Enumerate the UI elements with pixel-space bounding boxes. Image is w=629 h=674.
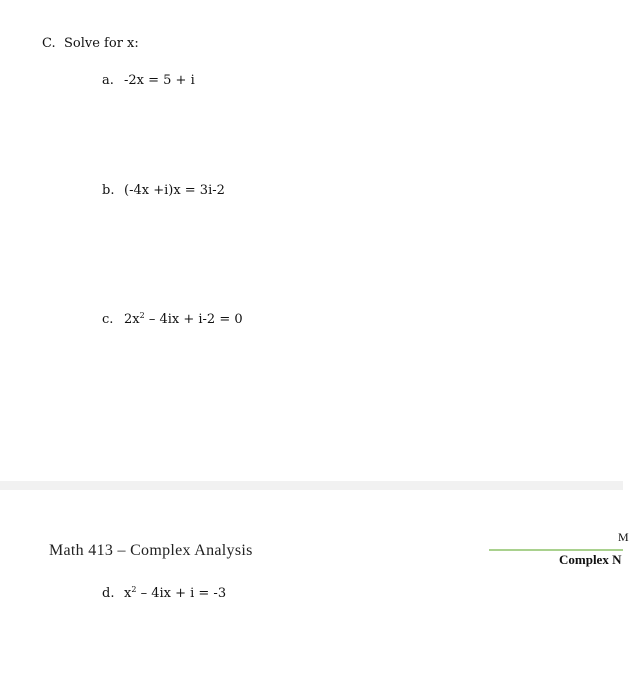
problem-equation: (-4x +i)x = 3i-2 [124,183,225,198]
problem-a [102,73,195,88]
equation-base: 2x [124,312,140,327]
header-right-title-text: Complex N [559,552,622,567]
equation-exponent: 2 [131,585,137,594]
header-right-title-clip [559,550,623,572]
problem-marker: a. [102,73,114,88]
section-letter: C. [42,36,56,51]
problem-marker: d. [102,586,115,601]
header-right-top-text: M [618,530,629,544]
equation-rest: – 4ix + i = -3 [136,586,227,601]
section-heading [42,36,139,51]
problem-marker: c. [102,312,114,327]
problem-marker: b. [102,183,115,198]
document-page-2 [0,490,629,674]
section-title: Solve for x: [64,36,139,51]
problem-d [102,586,226,601]
problem-equation: -2x = 5 + i [124,73,195,88]
problem-b [102,183,225,198]
header-right-top-clip [600,526,629,546]
equation-exponent: 2 [139,311,145,320]
equation-base: x [124,586,132,601]
header-course-title: Math 413 – Complex Analysis [49,542,253,559]
problem-c [102,312,243,327]
page-separator [0,481,623,490]
equation-rest: – 4ix + i-2 = 0 [144,312,243,327]
